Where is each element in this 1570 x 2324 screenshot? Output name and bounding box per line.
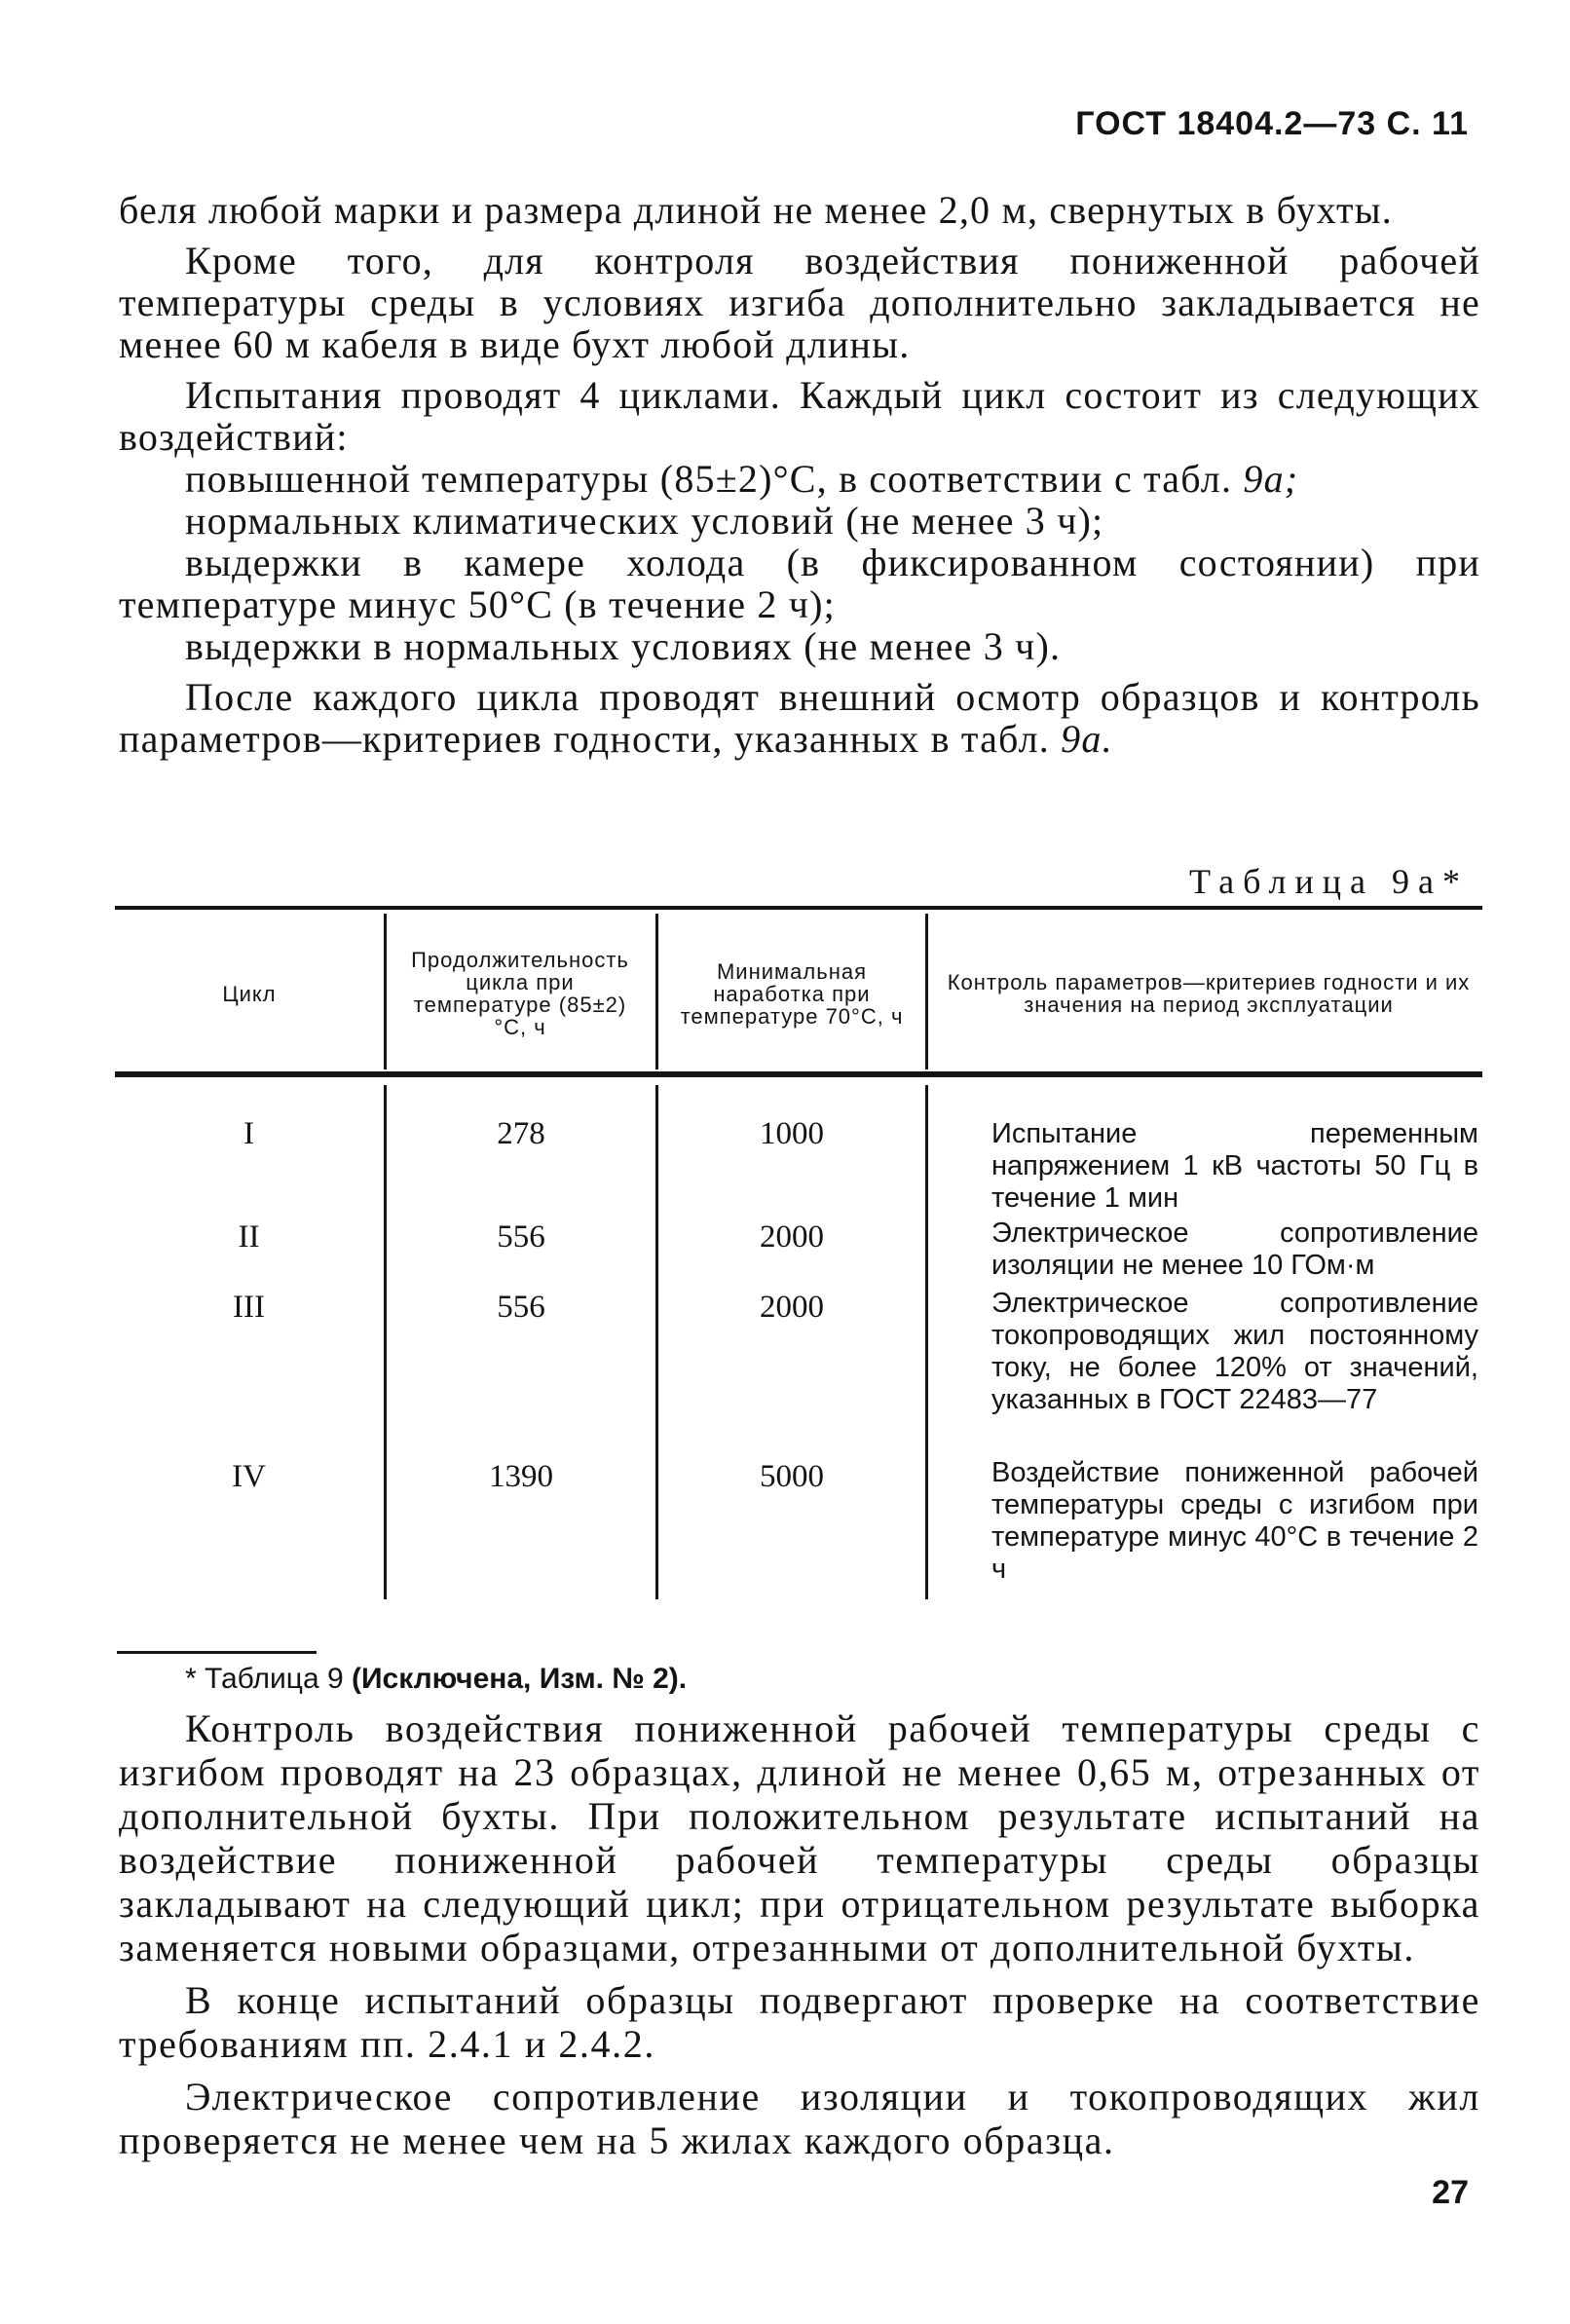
header-duration: Продолжительность цикла при температуре (85±2)°С, ч — [411, 948, 629, 1039]
header-cycle: Цикл — [222, 981, 277, 1006]
table-caption: Таблица 9а* — [1189, 862, 1469, 901]
paragraph-after-cycle-text: После каждого цикла проводят внешний осмотр образцов и контроль параметров—критериев годности, указанных в табл. — [119, 675, 1480, 761]
paragraph-bend-control: Контроль воздействия пониженной рабочей температуры среды с изгибом проводят на 23 образцах, длиной не менее 0,65 м, отрезанных от дополнительной бухты. При положительном результате испытаний на воздействие пониженной рабочей температуры среды образцы закладывают на следующий цикл; при отрицательном результате выборка заменяется новыми образцами, отрезанными от дополнительной бухты. — [119, 1706, 1480, 1969]
cell-duration: 556 — [497, 1290, 545, 1325]
page-number: 27 — [1432, 2174, 1469, 2211]
column-divider — [925, 914, 928, 1069]
cell-duration: 556 — [497, 1219, 545, 1255]
list-item-cold: выдержки в камере холода (в фиксированном состоянии) при температуре минус 50°С (в течение 2 ч); — [119, 541, 1480, 626]
cell-runtime: 2000 — [760, 1219, 824, 1255]
paragraph-after-cycle — [119, 676, 1480, 760]
paragraph-final-check: В конце испытаний образцы подвергают проверке на соответствие требованиям пп. 2.4.1 и 2.4.2. — [119, 1978, 1480, 2066]
cell-duration: 278 — [497, 1116, 545, 1151]
cell-runtime: 1000 — [760, 1116, 824, 1151]
cell-control-description: Электрическое сопротивление изоляции не менее 10 ГОм·м — [991, 1218, 1478, 1281]
list-item-heat — [119, 458, 1480, 500]
cell-duration: 1390 — [489, 1459, 553, 1494]
cell-control-description: Воздействие пониженной рабочей температуры среды с изгибом при температуре минус 40°С в течение 2 ч — [991, 1457, 1478, 1585]
column-divider — [384, 1085, 387, 1599]
cell-cycle: IV — [232, 1459, 266, 1494]
header-min-runtime: Минимальная наработка при температуре 70°С, ч — [680, 958, 904, 1029]
cell-control-description: Электрическое сопротивление токопроводящих жил постоянному току, не более 120% от значений, указанных в ГОСТ 22483—77 — [991, 1288, 1478, 1415]
column-divider — [655, 1085, 658, 1599]
top-text-block — [119, 189, 1480, 768]
list-item-normal: нормальных климатических условий (не менее 3 ч); — [185, 499, 1104, 543]
list-item-rest: выдержки в нормальных условиях (не менее 3 ч). — [185, 624, 1062, 668]
footnote-rule — [117, 1651, 317, 1654]
column-divider — [655, 914, 658, 1069]
bottom-text-block — [119, 1706, 1480, 2171]
table-top-rule — [115, 906, 1482, 910]
cell-cycle: III — [233, 1290, 265, 1325]
paragraph-test-cycles: Испытания проводят 4 циклами. Каждый цикл состоит из следующих воздействий: — [119, 373, 1480, 459]
table-ref-9a: 9а; — [1243, 457, 1299, 501]
cell-runtime: 5000 — [760, 1459, 824, 1494]
cell-control-description: Испытание переменным напряжением 1 кВ частоты 50 Гц в течение 1 мин — [991, 1118, 1478, 1214]
list-item-heat-text: повышенной температуры (85±2)°С, в соответствии с табл. — [185, 457, 1233, 501]
header-control: Контроль параметров—критериев годности и их значения на период эксплуатации — [947, 970, 1471, 1017]
paragraph-resistance: Электрическое сопротивление изоляции и токопроводящих жил проверяется не менее чем на 5 жилах каждого образца. — [119, 2075, 1480, 2162]
paragraph-additional-cable: Кроме того, для контроля воздействия пониженной рабочей температуры среды в условиях изгиба дополнительно закладывается не менее 60 м кабеля в виде бухт любой длины. — [119, 239, 1480, 366]
table-header-rule — [115, 1071, 1482, 1077]
cell-runtime: 2000 — [760, 1290, 824, 1325]
paragraph-continuation: беля любой марки и размера длиной не менее 2,0 м, свернутых в бухты. — [119, 188, 1393, 232]
document-header: ГОСТ 18404.2—73 С. 11 — [1075, 105, 1469, 142]
footnote-amendment: (Исключена, Изм. № 2). — [352, 1663, 688, 1695]
table-ref-9a-2: 9а. — [1061, 717, 1113, 761]
column-divider — [925, 1085, 928, 1599]
table-9a — [115, 906, 1482, 1599]
cell-cycle: I — [243, 1116, 254, 1151]
column-divider — [384, 914, 387, 1069]
cell-cycle: II — [238, 1219, 260, 1255]
footnote-prefix: * Таблица 9 — [185, 1663, 344, 1695]
footnote — [185, 1663, 687, 1696]
